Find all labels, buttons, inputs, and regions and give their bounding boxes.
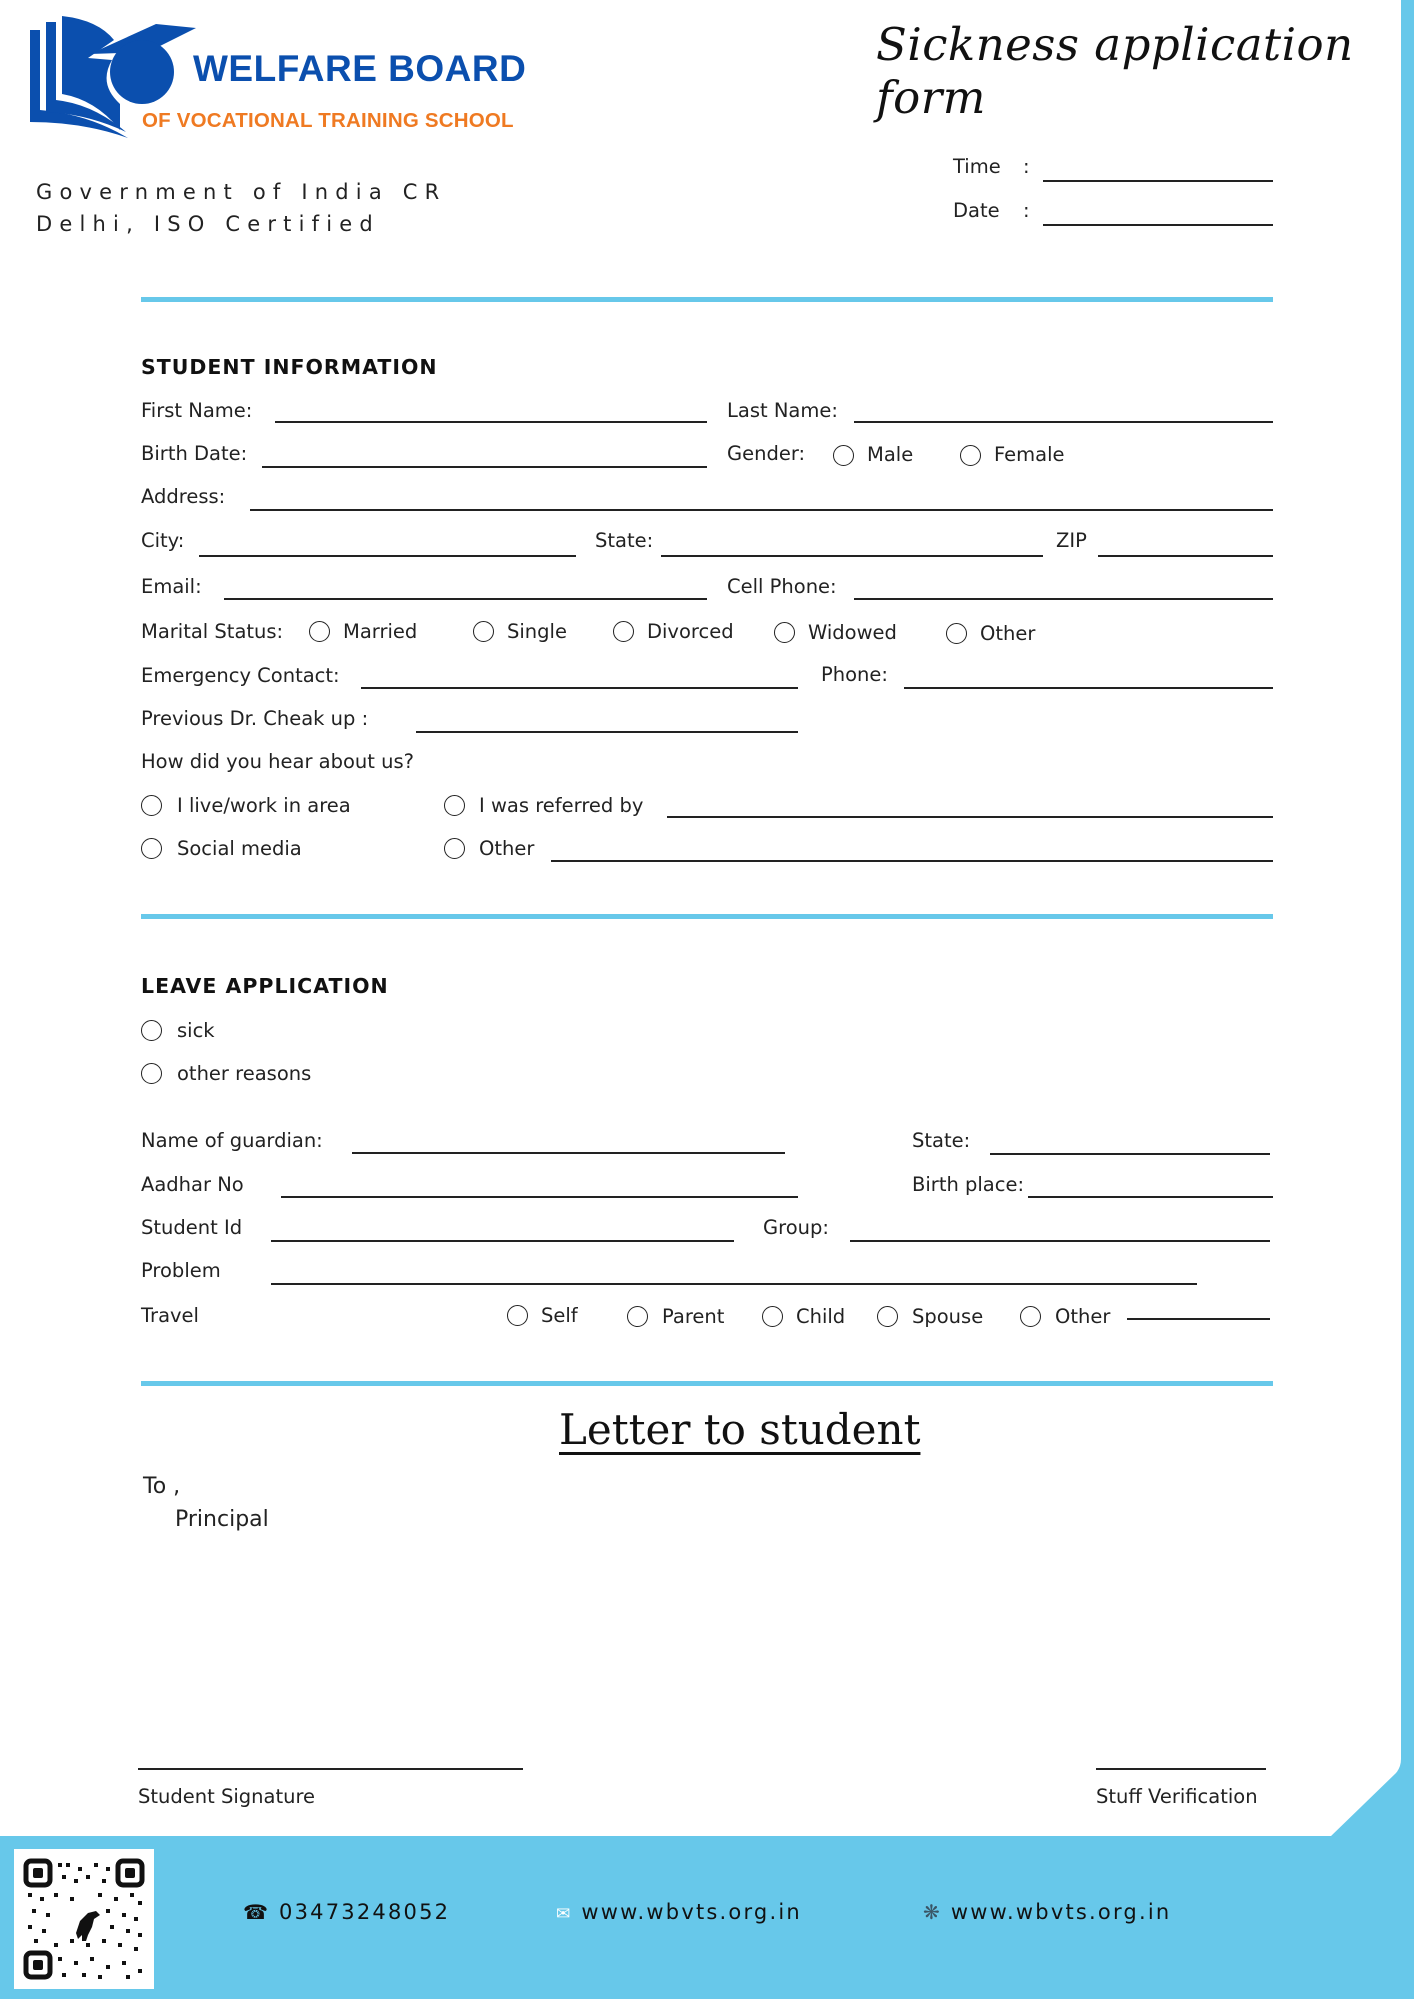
footer-phone-number: 03473248052 — [279, 1900, 451, 1924]
leave-state-field[interactable] — [990, 1153, 1270, 1155]
emergency-phone-field[interactable] — [904, 687, 1273, 689]
hear-referred-radio[interactable] — [444, 795, 465, 816]
leave-sick-label: sick — [177, 1019, 215, 1042]
emergency-contact-label: Emergency Contact: — [141, 664, 340, 687]
envelope-icon: ✉ — [556, 1904, 573, 1924]
city-label: City: — [141, 529, 185, 552]
footer-phone — [243, 1900, 450, 1924]
globe-web-icon: ❋ — [923, 1900, 942, 1924]
leave-sick-radio[interactable] — [141, 1020, 162, 1041]
birth-place-field[interactable] — [1028, 1196, 1273, 1198]
marital-divorced-label: Divorced — [647, 620, 734, 643]
travel-child-label: Child — [796, 1305, 846, 1328]
state-label: State: — [595, 529, 654, 552]
student-signature-line[interactable] — [138, 1768, 523, 1770]
emergency-contact-field[interactable] — [361, 687, 798, 689]
problem-field[interactable] — [271, 1283, 1197, 1285]
marital-single-radio[interactable] — [473, 621, 494, 642]
previous-checkup-label: Previous Dr. Cheak up : — [141, 707, 369, 730]
hear-about-us-label: How did you hear about us? — [141, 750, 414, 773]
travel-self-radio[interactable] — [507, 1305, 528, 1326]
guardian-label: Name of guardian: — [141, 1129, 323, 1152]
gender-label: Gender: — [727, 442, 806, 465]
zip-field[interactable] — [1098, 555, 1273, 557]
travel-parent-label: Parent — [662, 1305, 725, 1328]
travel-label: Travel — [141, 1304, 199, 1327]
letter-recipient: Principal — [175, 1507, 269, 1532]
footer-email[interactable] — [556, 1900, 802, 1924]
first-name-label: First Name: — [141, 399, 253, 422]
last-name-label: Last Name: — [727, 399, 838, 422]
hear-referred-label: I was referred by — [479, 794, 644, 817]
hear-other-label: Other — [479, 837, 535, 860]
last-name-field[interactable] — [854, 421, 1273, 423]
gender-female-label: Female — [994, 443, 1065, 466]
staff-verification-line[interactable] — [1096, 1768, 1266, 1770]
previous-checkup-field[interactable] — [416, 731, 798, 733]
travel-spouse-label: Spouse — [912, 1305, 984, 1328]
city-field[interactable] — [199, 555, 576, 557]
email-label: Email: — [141, 575, 202, 598]
cell-phone-label: Cell Phone: — [727, 575, 837, 598]
referred-by-field[interactable] — [667, 816, 1273, 818]
student-id-field[interactable] — [271, 1240, 734, 1242]
cell-phone-field[interactable] — [854, 598, 1273, 600]
marital-other-label: Other — [980, 622, 1036, 645]
travel-other-field[interactable] — [1127, 1318, 1270, 1320]
date-colon: : — [1023, 199, 1030, 222]
hear-social-media-label: Social media — [177, 837, 302, 860]
address-field[interactable] — [250, 509, 1273, 511]
travel-child-radio[interactable] — [762, 1306, 783, 1327]
travel-other-label: Other — [1055, 1305, 1111, 1328]
org-line-1: Government of India CR — [36, 180, 447, 204]
marital-married-radio[interactable] — [309, 621, 330, 642]
travel-other-radio[interactable] — [1020, 1306, 1041, 1327]
address-label: Address: — [141, 485, 226, 508]
zip-label: ZIP — [1056, 529, 1087, 552]
letter-to: To , — [143, 1474, 181, 1499]
marital-widowed-radio[interactable] — [774, 622, 795, 643]
right-accent-bar — [1401, 0, 1414, 1860]
date-field[interactable] — [1043, 224, 1273, 226]
time-field[interactable] — [1043, 180, 1273, 182]
hear-other-field[interactable] — [551, 860, 1273, 862]
problem-label: Problem — [141, 1259, 221, 1282]
marital-divorced-radio[interactable] — [613, 621, 634, 642]
student-id-label: Student Id — [141, 1216, 243, 1239]
birth-date-field[interactable] — [262, 466, 707, 468]
hear-other-radio[interactable] — [444, 838, 465, 859]
footer-website-text[interactable]: www.wbvts.org.in — [950, 1900, 1172, 1924]
marital-status-label: Marital Status: — [141, 620, 284, 643]
first-name-field[interactable] — [275, 421, 707, 423]
date-label: Date — [953, 199, 1000, 222]
footer-website[interactable] — [923, 1900, 1171, 1924]
staff-verification-label: Stuff Verification — [1096, 1785, 1258, 1808]
corner-accent — [1320, 1745, 1414, 1840]
logo-title: WELFARE BOARD — [193, 48, 527, 89]
footer-email-text[interactable]: www.wbvts.org.in — [581, 1900, 802, 1924]
birth-place-label: Birth place: — [912, 1173, 1025, 1196]
gender-female-radio[interactable] — [960, 445, 981, 466]
logo-subtitle: OF VOCATIONAL TRAINING SCHOOL — [142, 109, 514, 132]
time-colon: : — [1023, 155, 1030, 178]
marital-other-radio[interactable] — [946, 623, 967, 644]
aadhar-label: Aadhar No — [141, 1173, 244, 1196]
time-label: Time — [953, 155, 1001, 178]
leave-other-reasons-radio[interactable] — [141, 1063, 162, 1084]
gender-male-label: Male — [867, 443, 914, 466]
state-field[interactable] — [661, 555, 1043, 557]
group-field[interactable] — [850, 1240, 1270, 1242]
student-signature-label: Student Signature — [138, 1785, 316, 1808]
gender-male-radio[interactable] — [833, 445, 854, 466]
travel-self-label: Self — [541, 1304, 578, 1327]
org-line-2: Delhi, ISO Certified — [36, 212, 380, 236]
qr-code-icon — [14, 1849, 154, 1989]
hear-live-work-radio[interactable] — [141, 795, 162, 816]
section-divider — [141, 914, 1273, 919]
student-information-heading: STUDENT INFORMATION — [141, 355, 438, 379]
leave-other-reasons-label: other reasons — [177, 1062, 312, 1085]
emergency-phone-label: Phone: — [821, 663, 888, 686]
birth-date-label: Birth Date: — [141, 442, 248, 465]
guardian-field[interactable] — [352, 1152, 785, 1154]
marital-single-label: Single — [507, 620, 567, 643]
marital-married-label: Married — [343, 620, 418, 643]
marital-widowed-label: Widowed — [808, 621, 897, 644]
form-title: Sickness application form — [876, 18, 1354, 124]
hear-live-work-label: I live/work in area — [177, 794, 351, 817]
leave-state-label: State: — [912, 1129, 971, 1152]
email-field[interactable] — [224, 598, 707, 600]
group-label: Group: — [763, 1216, 829, 1239]
travel-parent-radio[interactable] — [627, 1306, 648, 1327]
section-divider — [141, 1381, 1273, 1386]
telephone-icon: ☎ — [243, 1900, 271, 1924]
travel-spouse-radio[interactable] — [877, 1306, 898, 1327]
leave-application-heading: LEAVE APPLICATION — [141, 974, 389, 998]
hear-social-media-radio[interactable] — [141, 838, 162, 859]
section-divider — [141, 297, 1273, 302]
letter-title: Letter to student — [559, 1405, 921, 1454]
aadhar-field[interactable] — [281, 1196, 798, 1198]
